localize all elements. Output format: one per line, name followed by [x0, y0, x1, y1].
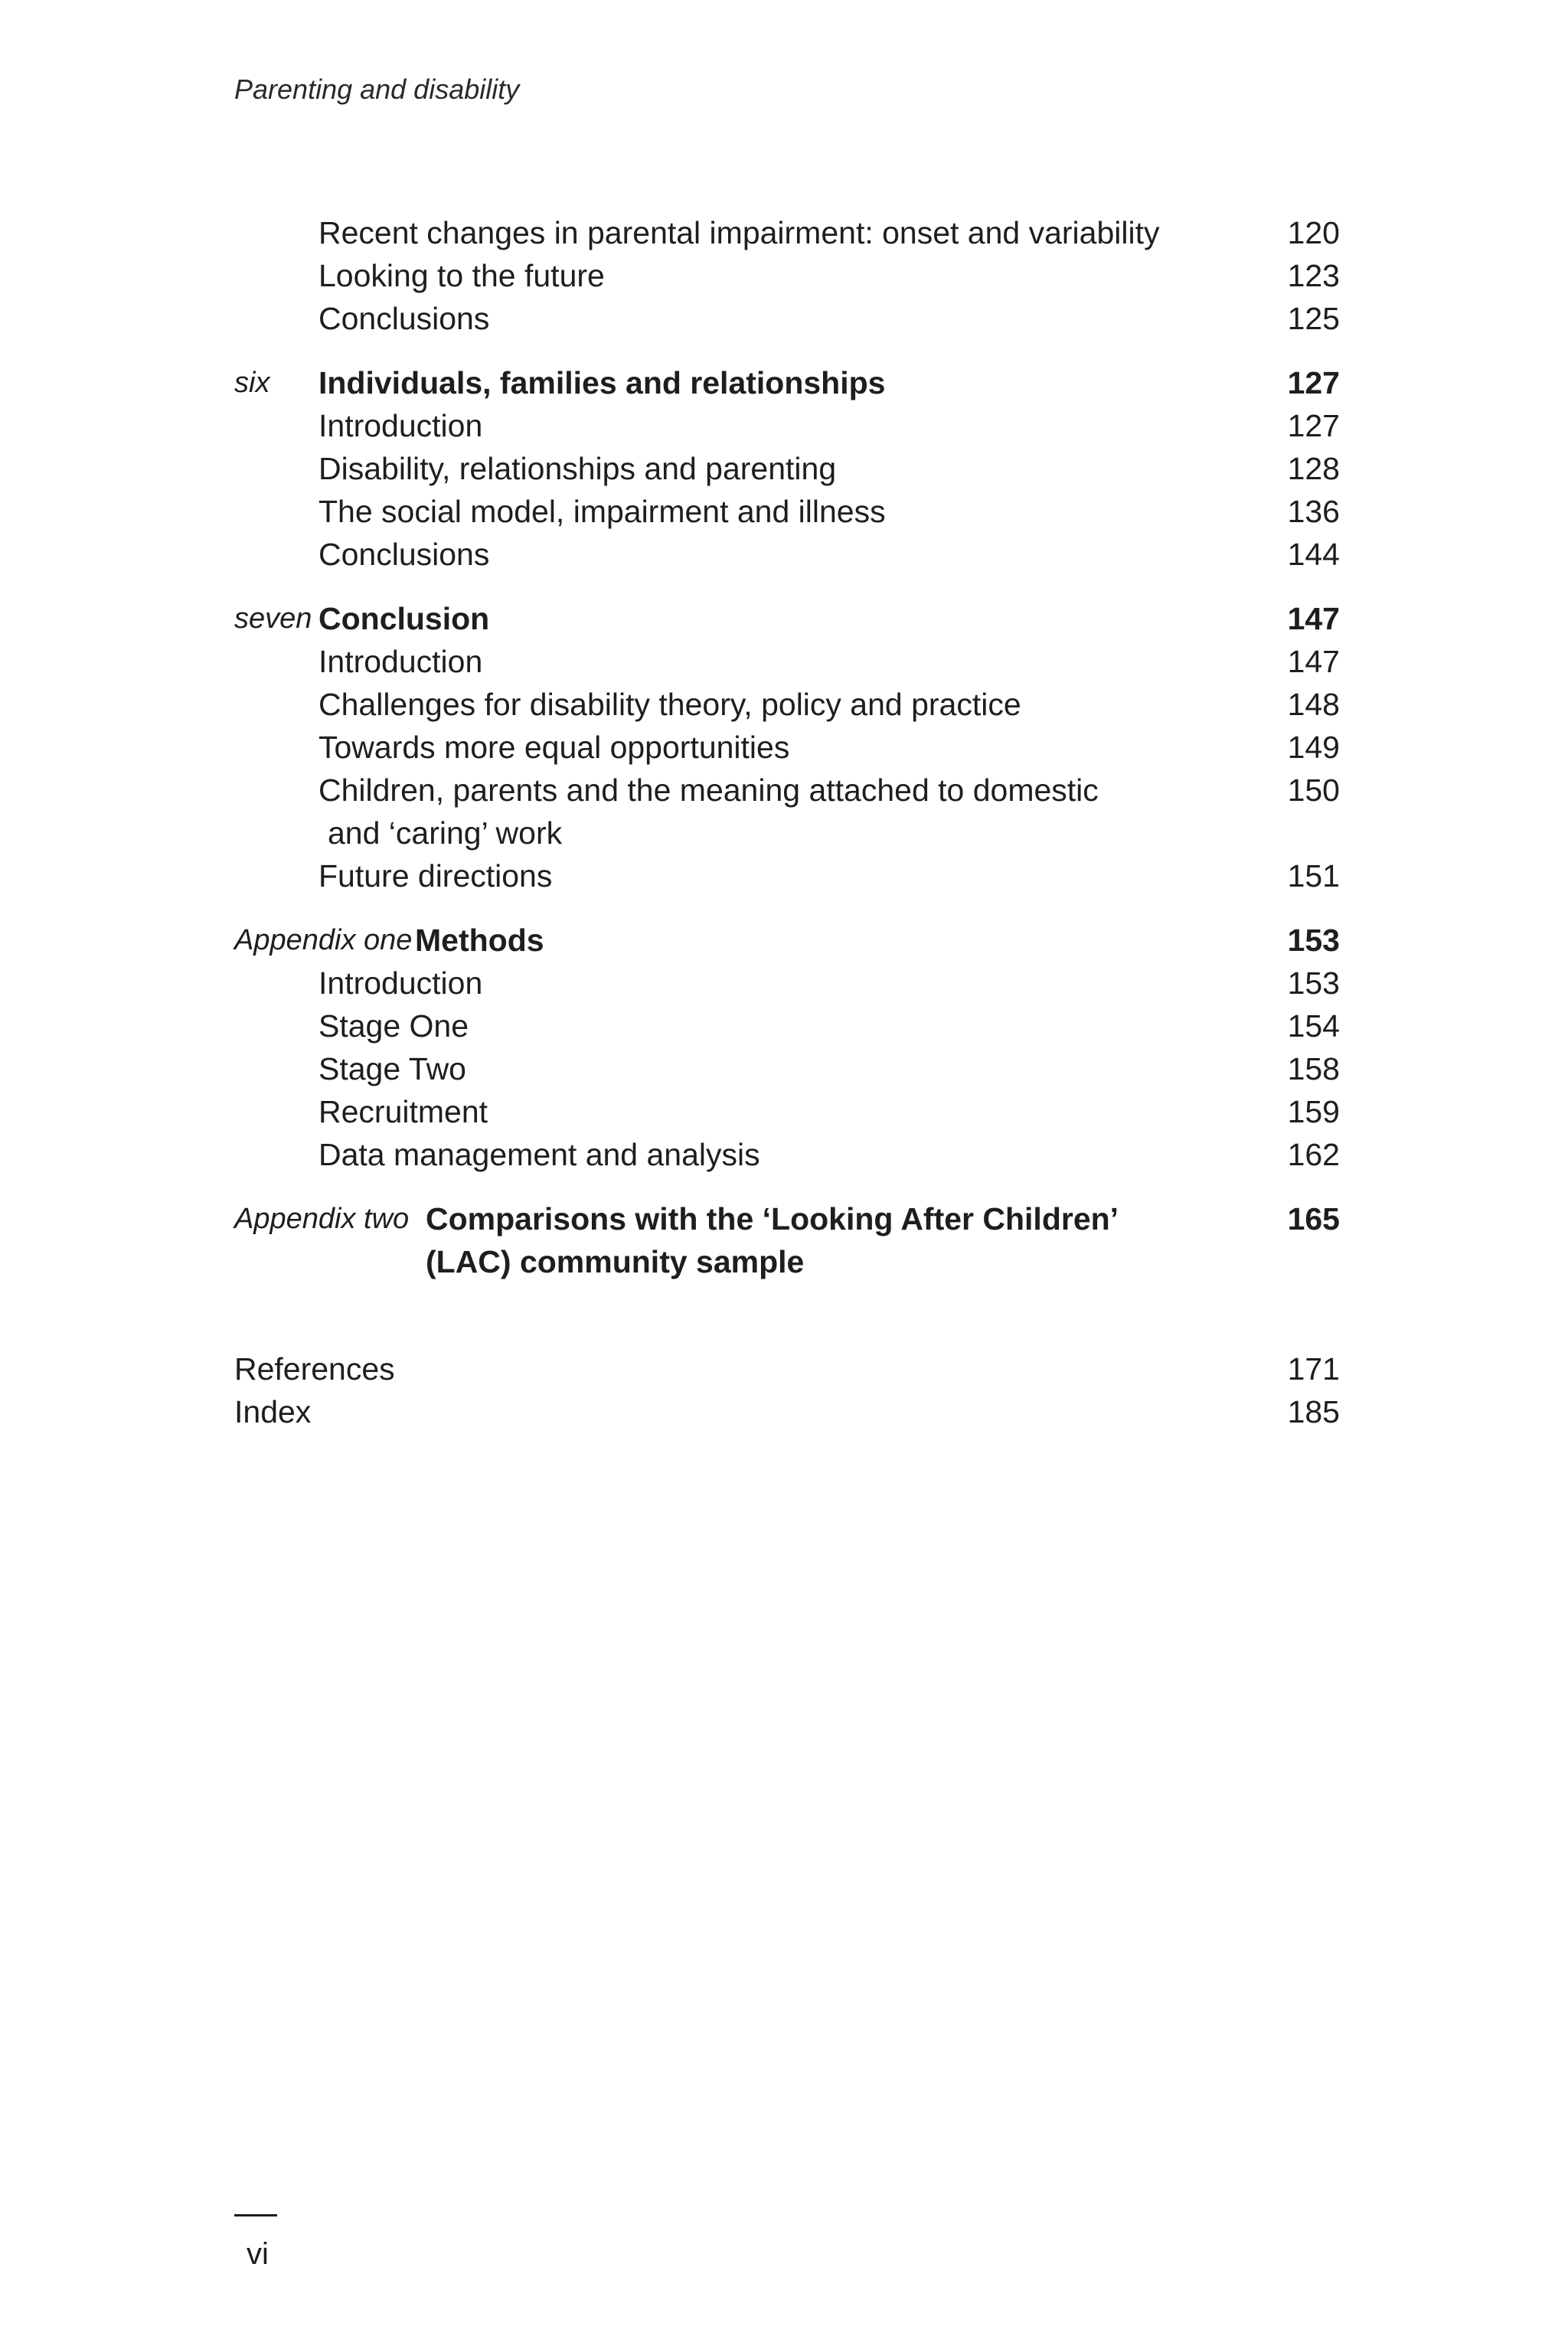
toc-entry: [0, 447, 1568, 490]
chapter-label: six: [234, 367, 270, 399]
toc-entry: [0, 1004, 1568, 1047]
entry-title: Future directions: [318, 858, 553, 893]
entry-title: The social model, impairment and illness: [318, 494, 886, 529]
entry-page: 151: [1287, 858, 1340, 893]
toc-entry: [0, 683, 1568, 726]
toc-entry: [0, 404, 1568, 447]
entry-title-continuation: and ‘caring’ work: [328, 815, 563, 851]
entry-title: Challenges for disability theory, policy and practice: [318, 687, 1021, 722]
entry-page: 148: [1287, 687, 1340, 722]
appendix-title: Comparisons with the ‘Looking After Children’: [426, 1201, 1119, 1236]
page-number: vi: [247, 2237, 269, 2271]
appendix-page: 165: [1287, 1201, 1340, 1236]
entry-page: 120: [1287, 215, 1340, 250]
entry-page: 128: [1287, 451, 1340, 486]
entry-title: Looking to the future: [318, 258, 605, 293]
appendix-title: Methods: [415, 923, 544, 958]
entry-page: 171: [1287, 1351, 1340, 1387]
chapter-heading: [0, 597, 1568, 640]
entry-page: 150: [1287, 773, 1340, 808]
entry-title: Introduction: [318, 408, 483, 443]
toc-entry: [0, 490, 1568, 533]
chapter-page: 147: [1287, 601, 1340, 636]
entry-title: References: [234, 1351, 395, 1387]
entry-page: 125: [1287, 301, 1340, 336]
toc-entry: [0, 1090, 1568, 1133]
entry-page: 154: [1287, 1008, 1340, 1044]
entry-page: 185: [1287, 1394, 1340, 1429]
appendix-heading-continuation: [0, 1240, 1568, 1283]
footer-rule: [234, 2214, 277, 2216]
toc-entry: [0, 211, 1568, 254]
toc-entry-continuation: [0, 812, 1568, 854]
entry-title: Towards more equal opportunities: [318, 730, 790, 765]
chapter-heading: [0, 361, 1568, 404]
toc-entry: [0, 254, 1568, 297]
entry-title: Conclusions: [318, 301, 490, 336]
entry-title: Introduction: [318, 644, 483, 679]
appendix-page: 153: [1287, 923, 1340, 958]
toc-entry: [0, 297, 1568, 340]
entry-page: 149: [1287, 730, 1340, 765]
toc-entry: [0, 1133, 1568, 1176]
entry-title: Index: [234, 1394, 312, 1429]
chapter-title: Individuals, families and relationships: [318, 365, 886, 400]
entry-title: Data management and analysis: [318, 1137, 760, 1172]
entry-page: 158: [1287, 1051, 1340, 1086]
running-head: Parenting and disability: [234, 74, 520, 105]
toc-back-matter-entry: [0, 1348, 1568, 1390]
entry-title: Stage One: [318, 1008, 469, 1044]
toc-entry: [0, 769, 1568, 812]
entry-title: Stage Two: [318, 1051, 466, 1086]
toc-entry: [0, 854, 1568, 897]
entry-page: 159: [1287, 1094, 1340, 1129]
appendix-heading: [0, 1197, 1568, 1240]
entry-page: 136: [1287, 494, 1340, 529]
entry-page: 153: [1287, 965, 1340, 1001]
entry-title: Conclusions: [318, 537, 490, 572]
entry-page: 127: [1287, 408, 1340, 443]
toc-entry: [0, 640, 1568, 683]
entry-page: 144: [1287, 537, 1340, 572]
toc-entry: [0, 1047, 1568, 1090]
entry-page: 147: [1287, 644, 1340, 679]
entry-title: Disability, relationships and parenting: [318, 451, 837, 486]
entry-page: 123: [1287, 258, 1340, 293]
toc-back-matter-entry: [0, 1390, 1568, 1433]
entry-title: Introduction: [318, 965, 483, 1001]
appendix-heading: [0, 919, 1568, 962]
entry-title: Children, parents and the meaning attached to domestic: [318, 773, 1099, 808]
appendix-title-continuation: (LAC) community sample: [426, 1244, 805, 1279]
toc-entry: [0, 533, 1568, 576]
appendix-label: Appendix one: [234, 924, 413, 956]
entry-page: 162: [1287, 1137, 1340, 1172]
chapter-label: seven: [234, 603, 312, 635]
toc-entry: [0, 726, 1568, 769]
entry-title: Recent changes in parental impairment: onset and variability: [318, 215, 1160, 250]
chapter-title: Conclusion: [318, 601, 490, 636]
appendix-label: Appendix two: [234, 1203, 410, 1235]
chapter-page: 127: [1287, 365, 1340, 400]
toc-entry: [0, 962, 1568, 1004]
entry-title: Recruitment: [318, 1094, 488, 1129]
